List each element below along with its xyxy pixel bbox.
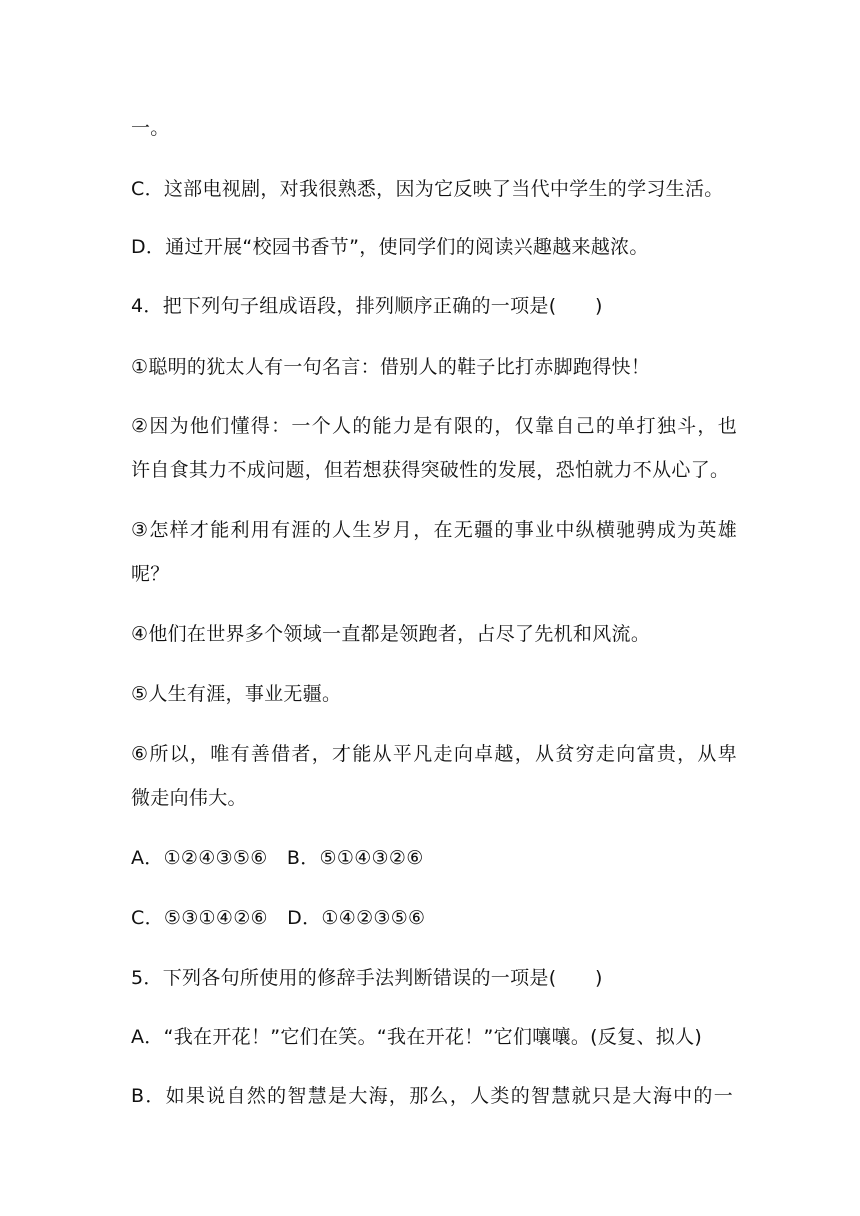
option-d-line: D．通过开展“校园书香节”，使同学们的阅读兴趣越来越浓。 [131, 236, 649, 258]
sentence-1-line: ①聪明的犹太人有一句名言：借别人的鞋子比打赤脚跑得快！ [131, 356, 651, 378]
sentence-6-line: ⑥所以，唯有善借者，才能从平凡走向卓越，从贫穷走向富贵，从卑 [131, 743, 739, 765]
sentence-3-line-continued: 呢？ [131, 563, 170, 585]
question-5-line: 5．下列各句所使用的修辞手法判断错误的一项是( ) [131, 967, 603, 989]
options-cd-line: C．⑤③①④②⑥ D．①④②③⑤⑥ [131, 907, 426, 929]
sentence-6-line-continued: 微走向伟大。 [131, 787, 247, 809]
text-line-continuation: 一。 [131, 117, 170, 139]
sentence-5-line: ⑤人生有涯，事业无疆。 [131, 683, 342, 705]
sentence-4-line: ④他们在世界多个领域一直都是领跑者，占尽了先机和风流。 [131, 623, 651, 645]
question-4-line: 4．把下列句子组成语段，排列顺序正确的一项是( ) [131, 295, 603, 317]
sentence-2-line: ②因为他们懂得：一个人的能力是有限的，仅靠自己的单打独斗，也 [131, 415, 739, 437]
option-c-line: C．这部电视剧，对我很熟悉，因为它反映了当代中学生的学习生活。 [131, 178, 724, 200]
sentence-3-line: ③怎样才能利用有涯的人生岁月，在无疆的事业中纵横驰骋成为英雄 [131, 519, 739, 541]
sentence-2-line-continued: 许自食其力不成问题，但若想获得突破性的发展，恐怕就力不从心了。 [131, 459, 730, 481]
question-5-option-a-line: A．“我在开花！”它们在笑。“我在开花！”它们嚷嚷。(反复、拟人) [131, 1026, 703, 1048]
question-5-option-b-line: B．如果说自然的智慧是大海，那么，人类的智慧就只是大海中的一 [131, 1085, 735, 1107]
options-ab-line: A．①②④③⑤⑥ B．⑤①④③②⑥ [131, 847, 424, 869]
